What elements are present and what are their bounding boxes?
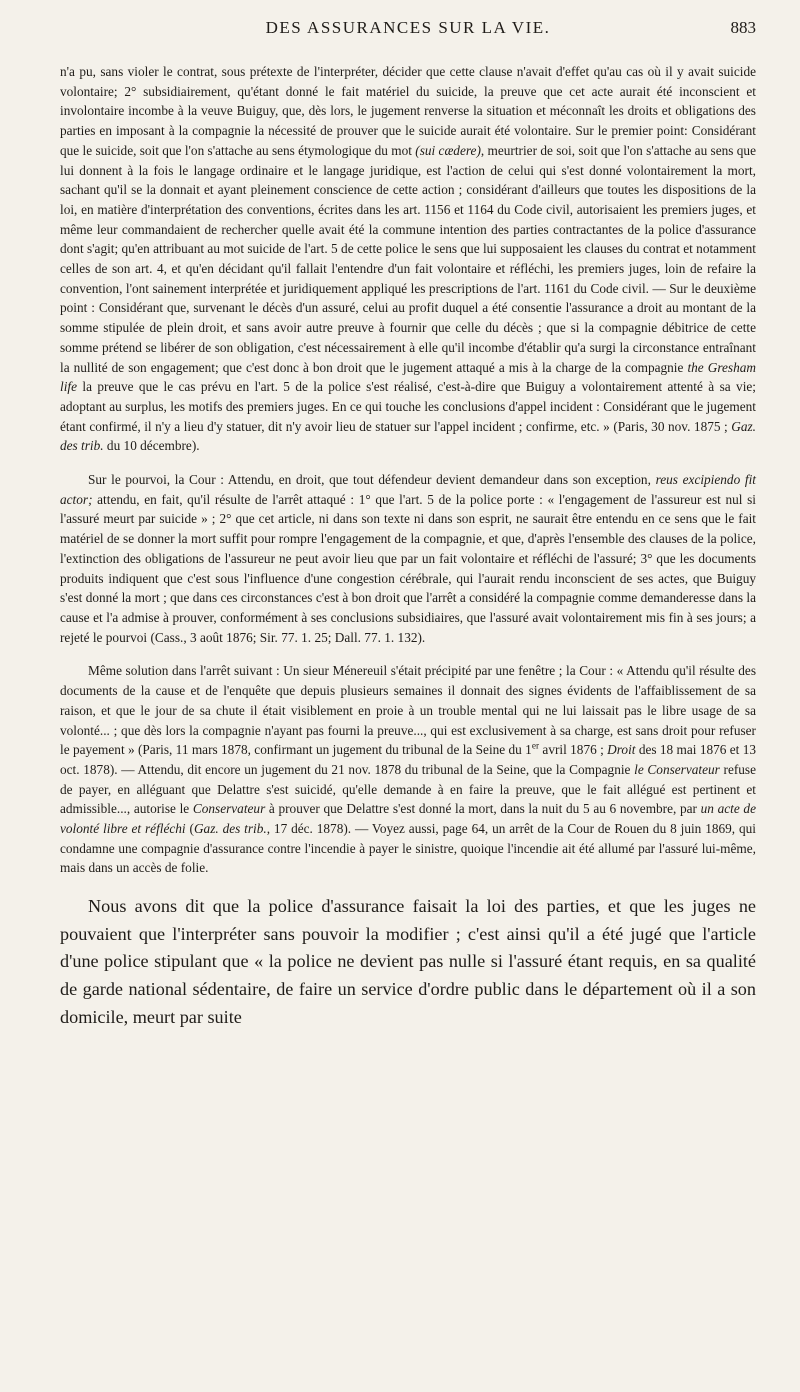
page-number: 883	[730, 18, 756, 37]
cassation-paragraph: Sur le pourvoi, la Cour : Attendu, en droit, que tout défendeur devient demandeur dans son exception, reus excipiendo fit actor; attendu, en fait, qu'il résulte de l'arrêt attaqué : 1° que l'art. 5 de la police porte : « l'engagement de l'assureur est nul si l'assuré meurt par suicide » ; 2° que cet article, ni dans son texte ni dans son esprit, ne saurait être entendu en ce sens que le fait matériel de se donner la mort suffit pour rompre l'engagement de la compagnie, et que, d'après l'ensemble des clauses de la police, l'extinction des obligations de l'assureur ne peut avoir lieu que par un fait volontaire et réfléchi de l'assuré; 3° que les documents produits indiquent que c'est sous l'influence d'une congestion cérébrale, qui l'aurait rendu inconscient de ses actes, que Buiguy s'est donné la mort ; que dans ces circonstances c'est à bon droit que l'arrêt a considéré la compagnie comme demanderesse dans la cause et l'a admise à prouver, conformément à ses conclusions subsidiaires, que l'assuré avait volontairement mis fin à ses jours; a rejeté le pourvoi (Cass., 3 août 1876; Sir. 77. 1. 25; Dall. 77. 1. 132).	[60, 472, 756, 645]
main-text-paragraph: Nous avons dit que la police d'assurance faisait la loi des parties, et que les juges ne pouvaient que l'interpréter sans pouvoir la modifier ; c'est ainsi qu'il a été jugé que l'article d'une police stipulant que « la police ne devient pas nulle si l'assuré étant requis, en sa qualité de garde national sédentaire, de faire un service d'ordre public dans le département où il a son domicile, meurt par suite	[60, 896, 756, 1027]
running-head	[60, 18, 756, 44]
related-rulings-paragraph: Même solution dans l'arrêt suivant : Un sieur Ménereuil s'était précipité par une fenêtre ; la Cour : « Attendu qu'il résulte des documents de la cause et de l'enquête que depuis plusieurs semaines il donnait des signes évidents de l'affaiblissement de sa raison, et que le jour de sa chute il était visiblement en proie à un trouble mental qui ne lui laissait pas le libre usage de sa volonté... ; que dès lors la compagnie n'ayant pas fourni la preuve..., qui est exclusivement à sa charge, est sans droit pour refuser le payement » (Paris, 11 mars 1878, confirmant un jugement du tribunal de la Seine du 1er avril 1876 ; Droit des 18 mai 1876 et 13 oct. 1878). — Attendu, dit encore un jugement du 21 nov. 1878 du tribunal de la Seine, que la Compagnie le Conservateur refuse de payer, en alléguant que Delattre s'est suicidé, qu'elle demande à en faire la preuve, que le fait allégué est pertinent et admissible..., autorise le Conservateur à prouver que Delattre s'est donné la mort, dans la nuit du 5 au 6 novembre, par un acte de volonté libre et réfléchi (Gaz. des trib., 17 déc. 1878). — Voyez aussi, page 64, un arrêt de la Cour de Rouen du 8 juin 1869, qui condamne une compagnie d'assurance contre l'incendie à payer le sinistre, quoique l'incendie ait été allumé par l'assuré lui-même, mais dans un accès de folie.	[60, 663, 757, 876]
quoted-judgment-paragraph: n'a pu, sans violer le contrat, sous prétexte de l'interpréter, décider que cette clause n'avait d'effet qu'au cas où il y avait suicide volontaire; 2° subsidiairement, qu'étant donné le fait matériel du suicide, la preuve que cet acte aurait été inconscient et involontaire incombe à la veuve Buiguy, que, dès lors, le jugement renverse la situation et méconnaît les droits et obligations des parties en imposant à la compagnie la nécessité de prouver que le suicide aurait été volontaire. Sur le premier point: Considérant que le suicide, soit que l'on s'attache au sens étymologique du mot (sui cædere), meurtrier de soi, soit que l'on s'attache au sens que lui donnent à la fois le langage ordinaire et le langage juridique, est l'action de celui qui s'est donné volontairement la mort, sachant qu'il se la donnait et ayant pleinement conscience de cette action ; considérant d'ailleurs que toutes les dispositions de la loi, en matière d'interprétation des conventions, écrites dans les art. 1156 et 1164 du Code civil, autorisaient les premiers juges, et même leur commandaient de rechercher quelle avait été la commune intention des parties contractantes de la police d'assurance dont s'agit; qu'en attribuant au mot suicide de l'art. 5 de cette police le sens que lui supposaient les clauses du contrat et notamment celles de son art. 4, et qu'en décidant qu'il fallait l'entendre d'un fait volontaire et réfléchi, les premiers juges, loin de refaire la convention, l'ont sainement interprétée et juridiquement appliqué les prescriptions de l'art. 1161 du Code civil. — Sur le deuxième point : Considérant que, survenant le décès d'un assuré, celui au profit duquel a été consentie l'assurance a droit au montant de la somme stipulée de plein droit, et sans avoir autre preuve à fournir que celle du décès ; que si la compagnie débitrice de cette somme prétend se libérer de son obligation, c'est nécessairement à elle qu'il incombe d'établir qu'a surgi la circonstance entraînant la nullité de son engagement; que c'est donc à bon droit que le jugement attaqué a mis à la charge de la compagnie the Gresham life la preuve que le cas prévu en l'art. 5 de la police s'est réalisé, c'est-à-dire que Buiguy a volontairement attenté à sa vie; adoptant au surplus, les motifs des premiers juges. En ce qui touche les conclusions d'appel incident : Considérant que le jugement étant confirmé, il n'y a lieu d'y statuer, dit n'y avoir lieu de statuer sur l'appel incident ; confirme, etc. » (Paris, 30 nov. 1875 ; Gaz. des trib. du 10 décembre).	[60, 64, 756, 454]
running-title: DES ASSURANCES SUR LA VIE.	[265, 18, 551, 37]
